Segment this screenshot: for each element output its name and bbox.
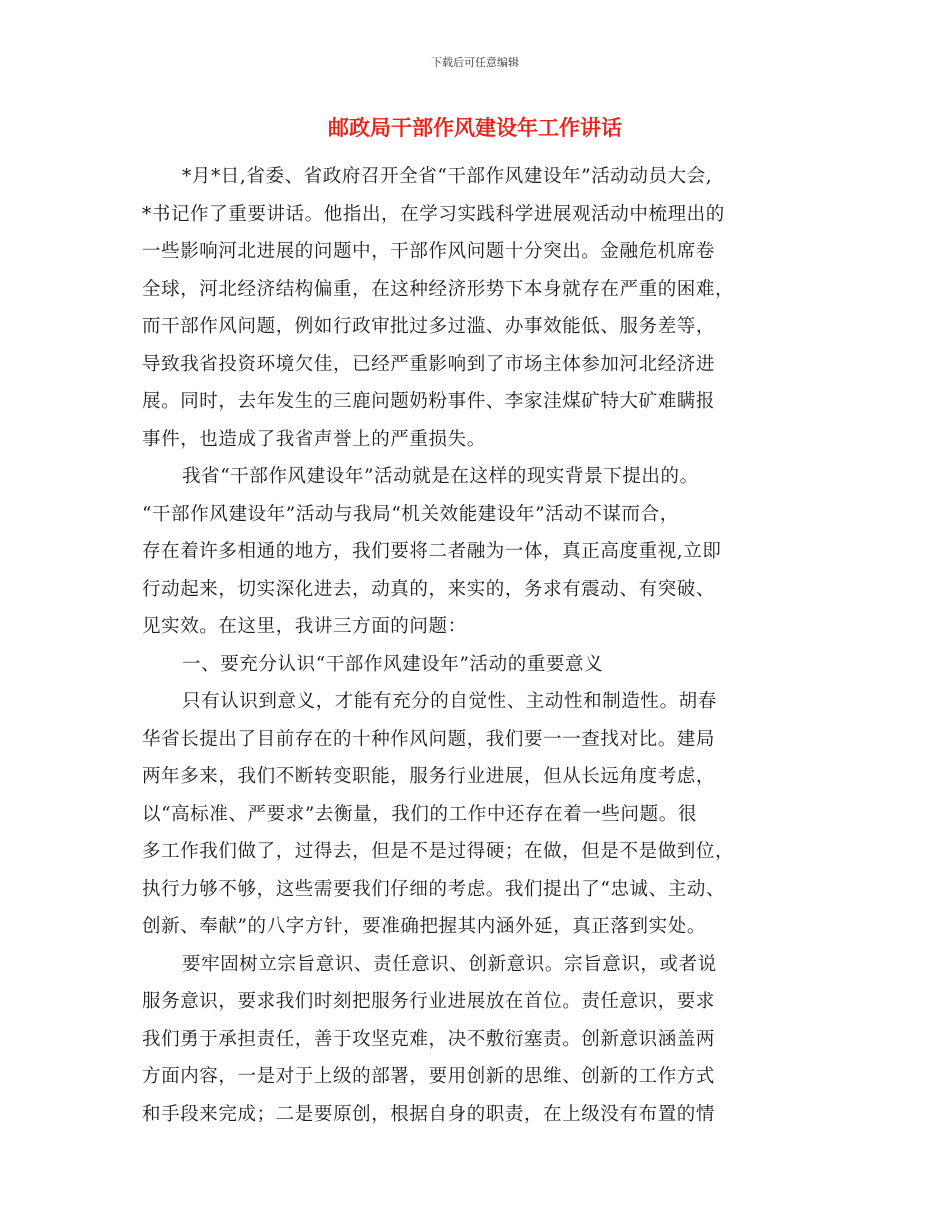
text-line: 事件，也造成了我省声誉上的严重损失。 [142, 428, 486, 450]
document-body [142, 158, 814, 1133]
text-line: 执行力够不够，这些需要我们仔细的考虑。我们提出了“忠诚、主动、 [142, 878, 726, 900]
text-line: 和手段来完成；二是要原创，根据自身的职责，在上级没有布置的情 [142, 1103, 716, 1125]
text-line: 多工作我们做了，过得去，但是不是过得硬；在做，但是不是做到位， [142, 841, 735, 862]
text-line: 而干部作风问题，例如行政审批过多过滥、办事效能低、服务差等， [142, 316, 716, 337]
header-note: 下载后可任意编辑 [431, 56, 519, 69]
text-line: 要牢固树立宗旨意识、责任意识、创新意识。宗旨意识，或者说 [182, 953, 717, 975]
text-line: *月*日,省委、省政府召开全省“干部作风建设年”活动动员大会, [182, 166, 713, 187]
text-line: 展。同时，去年发生的三鹿问题奶粉事件、李家洼煤矿特大矿难瞒报 [142, 391, 716, 412]
text-line: 导致我省投资环境欠佳，已经严重影响到了市场主体参加河北经济进 [142, 353, 716, 375]
text-line: *书记作了重要讲话。他指出，在学习实践科学进展观活动中梳理出的 [142, 203, 725, 225]
text-line: 只有认识到意义，才能有充分的自觉性、主动性和制造性。胡春 [182, 691, 717, 712]
text-line: 一些影响河北进展的问题中，干部作风问题十分突出。金融危机席卷 [142, 241, 716, 262]
text-line: 见实效。在这里，我讲三方面的问题： [142, 616, 467, 637]
text-line: 创新、奉献”的八字方针，要准确把握其内涵外延，真正落到实处。 [142, 916, 706, 937]
text-line: 我们勇于承担责任，善于攻坚克难，决不敷衍塞责。创新意识涵盖两 [142, 1028, 716, 1050]
text-line: 方面内容，一是对于上级的部署，要用创新的思维、创新的工作方式 [142, 1066, 716, 1087]
text-line: 以“高标准、严要求”去衡量，我们的工作中还存在着一些问题。很 [142, 803, 697, 825]
text-line: 我省“干部作风建设年”活动就是在这样的现实背景下提出的。 [182, 466, 699, 487]
text-line: “干部作风建设年”活动与我局“机关效能建设年”活动不谋而合， [142, 503, 679, 525]
text-line: 两年多来，我们不断转变职能，服务行业进展，但从长远角度考虑， [142, 766, 716, 787]
text-line: 华省长提出了目前存在的十种作风问题，我们要一一查找对比。建局 [142, 728, 716, 750]
text-line: 存在着许多相通的地方，我们要将二者融为一体，真正高度重视,立即 [142, 541, 722, 562]
text-line: 一、要充分认识“干部作风建设年”活动的重要意义 [182, 653, 604, 675]
text-line: 行动起来，切实深化进去，动真的，来实的，务求有震动、有突破、 [142, 578, 716, 600]
document-title: 邮政局干部作风建设年工作讲话 [328, 116, 622, 140]
text-line: 服务意识，要求我们时刻把服务行业进展放在首位。责任意识，要求 [142, 991, 716, 1012]
text-line: 全球，河北经济结构偏重，在这种经济形势下本身就存在严重的困难， [142, 278, 735, 300]
